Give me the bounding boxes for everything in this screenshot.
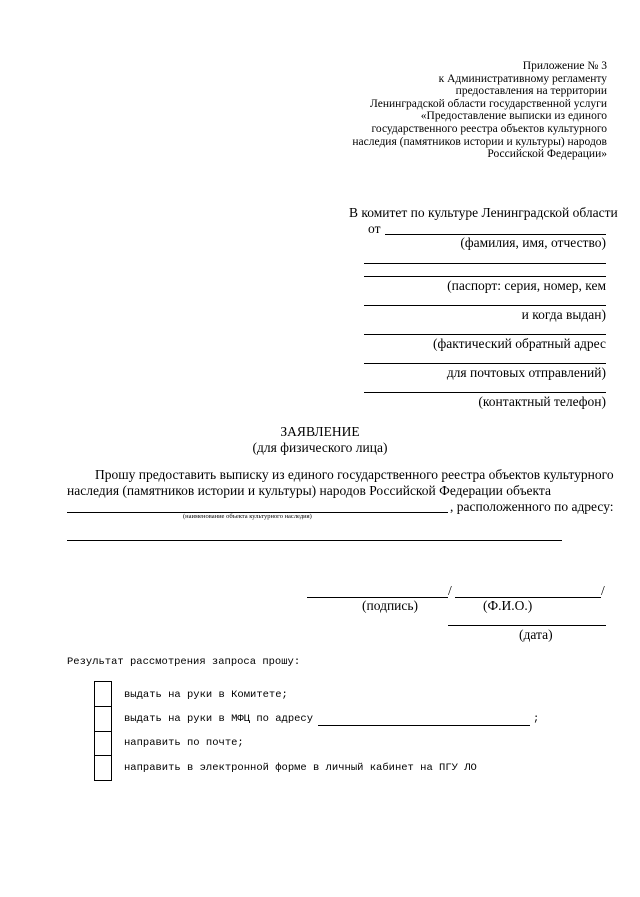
phone-hint: (контактный телефон) (478, 394, 606, 409)
date-field[interactable] (448, 625, 606, 626)
option-checkbox-committee[interactable] (94, 681, 112, 707)
phone-field[interactable] (364, 392, 606, 393)
request-text-line2: наследия (памятников истории и культуры) народов Российской Федерации объекта (67, 483, 551, 498)
option-checkbox-electronic[interactable] (94, 755, 112, 781)
option-label-post: направить по почте; (124, 737, 244, 749)
annex-line: государственного реестра объектов культурного (371, 122, 607, 135)
postal-address-hint: для почтовых отправлений) (446, 365, 606, 380)
passport-issued-field[interactable] (364, 305, 606, 306)
mfc-address-field[interactable] (318, 725, 530, 726)
passport-hint: (паспорт: серия, номер, кем (447, 278, 606, 293)
passport-issued-hint: и когда выдан) (521, 307, 606, 322)
annex-line: Российской Федерации» (487, 148, 607, 161)
request-text-line1: Прошу предоставить выписку из единого государственного реестра объектов культурного (95, 467, 614, 482)
option-label-electronic: направить в электронной форме в личный кабинет на ПГУ ЛО (124, 762, 477, 774)
option-label-committee: выдать на руки в Комитете; (124, 689, 288, 701)
annex-line: «Предоставление выписки из единого (420, 110, 607, 123)
address-hint: (фактический обратный адрес (433, 336, 606, 351)
addressee-from-label: от (368, 221, 381, 236)
fio-label: (Ф.И.О.) (483, 598, 533, 613)
mfc-semicolon: ; (533, 713, 540, 725)
passport-line-field[interactable] (364, 276, 606, 277)
document-title: ЗАЯВЛЕНИЕ (280, 424, 360, 439)
option-checkbox-post[interactable] (94, 731, 112, 756)
signature-separator: / (448, 583, 452, 598)
annex-line: Ленинградской области государственной услуги (370, 97, 607, 110)
fio-hint: (фамилия, имя, отчество) (460, 235, 606, 250)
object-name-hint: (наименование объекта культурного наследия) (183, 513, 312, 520)
signature-end-slash: / (601, 583, 605, 598)
annex-line: Приложение № 3 (522, 60, 607, 72)
address-line-field[interactable] (364, 334, 606, 335)
applicant-line-field[interactable] (364, 263, 606, 264)
object-address-field[interactable] (67, 540, 562, 541)
date-label: (дата) (519, 627, 553, 642)
postal-address-field[interactable] (364, 363, 606, 364)
option-checkbox-mfc[interactable] (94, 706, 112, 732)
option-label-mfc: выдать на руки в МФЦ по адресу (124, 713, 314, 725)
annex-line: наследия (памятников истории и культуры) народов (352, 135, 607, 148)
annex-line: предоставления на территории (455, 85, 607, 98)
document-subtitle: (для физического лица) (252, 440, 388, 455)
result-heading: Результат рассмотрения запроса прошу: (67, 656, 301, 668)
addressee-to: В комитет по культуре Ленинградской области (349, 205, 618, 220)
annex-line: к Административному регламенту (438, 72, 607, 85)
annex-header (352, 60, 607, 161)
signature-label: (подпись) (362, 598, 419, 613)
located-at-text: , расположенного по адресу: (450, 499, 614, 514)
